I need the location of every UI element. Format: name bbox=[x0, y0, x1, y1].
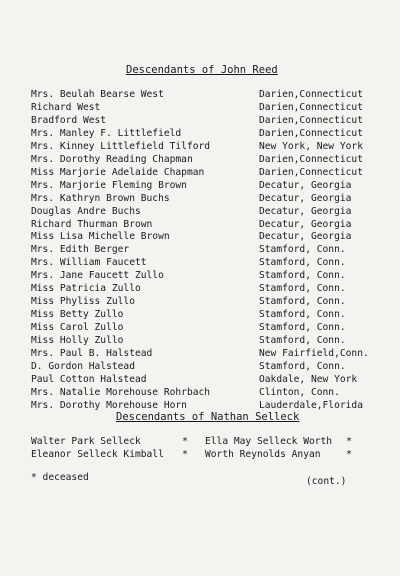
person-location: New Fairfield,Conn. bbox=[259, 348, 369, 359]
person-location: Decatur, Georgia bbox=[259, 192, 352, 204]
reed-row bbox=[31, 219, 376, 231]
person-location: Lauderdale,Florida bbox=[259, 399, 363, 411]
person-name: Miss Phyliss Zullo bbox=[31, 296, 135, 308]
person-location: Stamford, Conn. bbox=[259, 296, 346, 308]
person-name: D. Gordon Halstead bbox=[31, 360, 135, 372]
person-name: Mrs. Edith Berger bbox=[31, 244, 130, 256]
person-name: Mrs. Kinney Littlefield Tilford bbox=[31, 140, 211, 152]
reed-row bbox=[31, 322, 376, 334]
reed-row bbox=[31, 335, 376, 347]
reed-row bbox=[31, 374, 376, 386]
reed-row bbox=[31, 115, 376, 127]
reed-row bbox=[31, 296, 376, 308]
reed-row bbox=[31, 89, 376, 101]
selleck-left-1: Walter Park Selleck bbox=[31, 436, 141, 447]
person-name: Miss Lisa Michelle Brown bbox=[31, 231, 170, 243]
person-location: Stamford, Conn. bbox=[259, 270, 346, 282]
selleck-right-1: Ella May Selleck Worth bbox=[205, 436, 333, 447]
person-location: Darien,Connecticut bbox=[259, 166, 363, 178]
reed-row bbox=[31, 141, 376, 153]
person-name: Mrs. Natalie Morehouse Rohrbach bbox=[31, 386, 211, 398]
person-name: Mrs. Paul B. Halstead bbox=[31, 348, 153, 359]
continued-note: (cont.) bbox=[306, 476, 347, 487]
reed-row bbox=[31, 206, 376, 218]
person-name: Paul Cotton Halstead bbox=[31, 373, 147, 385]
person-location: Darien,Connecticut bbox=[259, 114, 363, 126]
selleck-right-2: Worth Reynolds Anyan bbox=[205, 449, 321, 460]
reed-row bbox=[31, 387, 376, 399]
person-name: Mrs. Marjorie Fleming Brown bbox=[31, 179, 187, 191]
deceased-note: * deceased bbox=[31, 472, 89, 483]
deceased-marker: * bbox=[182, 449, 189, 460]
person-location: Stamford, Conn. bbox=[259, 257, 346, 269]
reed-row bbox=[31, 348, 376, 360]
person-location: Clinton, Conn. bbox=[259, 386, 340, 398]
person-name: Miss Carol Zullo bbox=[31, 322, 124, 334]
reed-row bbox=[31, 167, 376, 179]
reed-row bbox=[31, 257, 376, 269]
person-location: Decatur, Georgia bbox=[259, 205, 352, 217]
person-location: Stamford, Conn. bbox=[259, 244, 346, 256]
reed-row bbox=[31, 231, 376, 243]
person-name: Mrs. Beulah Bearse West bbox=[31, 89, 164, 100]
person-location: Darien,Connecticut bbox=[259, 127, 363, 139]
reed-row bbox=[31, 154, 376, 166]
person-location: Darien,Connecticut bbox=[259, 101, 363, 113]
person-name: Mrs. William Faucett bbox=[31, 257, 147, 269]
selleck-heading: Descendants of Nathan Selleck bbox=[116, 411, 300, 423]
person-location: Darien,Connecticut bbox=[259, 89, 363, 100]
person-location: Stamford, Conn. bbox=[259, 283, 346, 295]
reed-row bbox=[31, 400, 376, 412]
reed-row bbox=[31, 283, 376, 295]
person-location: New York, New York bbox=[259, 140, 363, 152]
person-location: Oakdale, New York bbox=[259, 373, 358, 385]
person-name: Mrs. Kathryn Brown Buchs bbox=[31, 192, 170, 204]
deceased-marker: * bbox=[346, 436, 353, 447]
person-location: Decatur, Georgia bbox=[259, 231, 352, 243]
person-location: Decatur, Georgia bbox=[259, 179, 352, 191]
reed-row bbox=[31, 270, 376, 282]
reed-row bbox=[31, 309, 376, 321]
person-location: Darien,Connecticut bbox=[259, 153, 363, 165]
person-location: Stamford, Conn. bbox=[259, 322, 346, 334]
person-name: Richard West bbox=[31, 101, 101, 113]
reed-row bbox=[31, 180, 376, 192]
deceased-marker: * bbox=[346, 449, 353, 460]
person-location: Stamford, Conn. bbox=[259, 360, 346, 372]
reed-row bbox=[31, 193, 376, 205]
person-name: Miss Patricia Zullo bbox=[31, 283, 141, 295]
reed-row bbox=[31, 361, 376, 373]
reed-row bbox=[31, 244, 376, 256]
person-name: Miss Holly Zullo bbox=[31, 335, 124, 347]
person-name: Bradford West bbox=[31, 114, 107, 126]
person-name: Miss Betty Zullo bbox=[31, 309, 124, 321]
person-name: Mrs. Jane Faucett Zullo bbox=[31, 270, 164, 282]
person-name: Miss Marjorie Adelaide Chapman bbox=[31, 166, 205, 178]
selleck-left-2: Eleanor Selleck Kimball bbox=[31, 449, 164, 460]
person-location: Stamford, Conn. bbox=[259, 335, 346, 347]
person-name: Mrs. Manley F. Littlefield bbox=[31, 127, 182, 139]
person-location: Decatur, Georgia bbox=[259, 218, 352, 230]
deceased-marker: * bbox=[182, 436, 189, 447]
person-name: Richard Thurman Brown bbox=[31, 218, 153, 230]
person-name: Mrs. Dorothy Reading Chapman bbox=[31, 153, 193, 165]
person-location: Stamford, Conn. bbox=[259, 309, 346, 321]
reed-heading: Descendants of John Reed bbox=[126, 64, 278, 76]
reed-row bbox=[31, 102, 376, 114]
person-name: Douglas Andre Buchs bbox=[31, 205, 141, 217]
person-name: Mrs. Dorothy Morehouse Horn bbox=[31, 399, 187, 411]
reed-row bbox=[31, 128, 376, 140]
